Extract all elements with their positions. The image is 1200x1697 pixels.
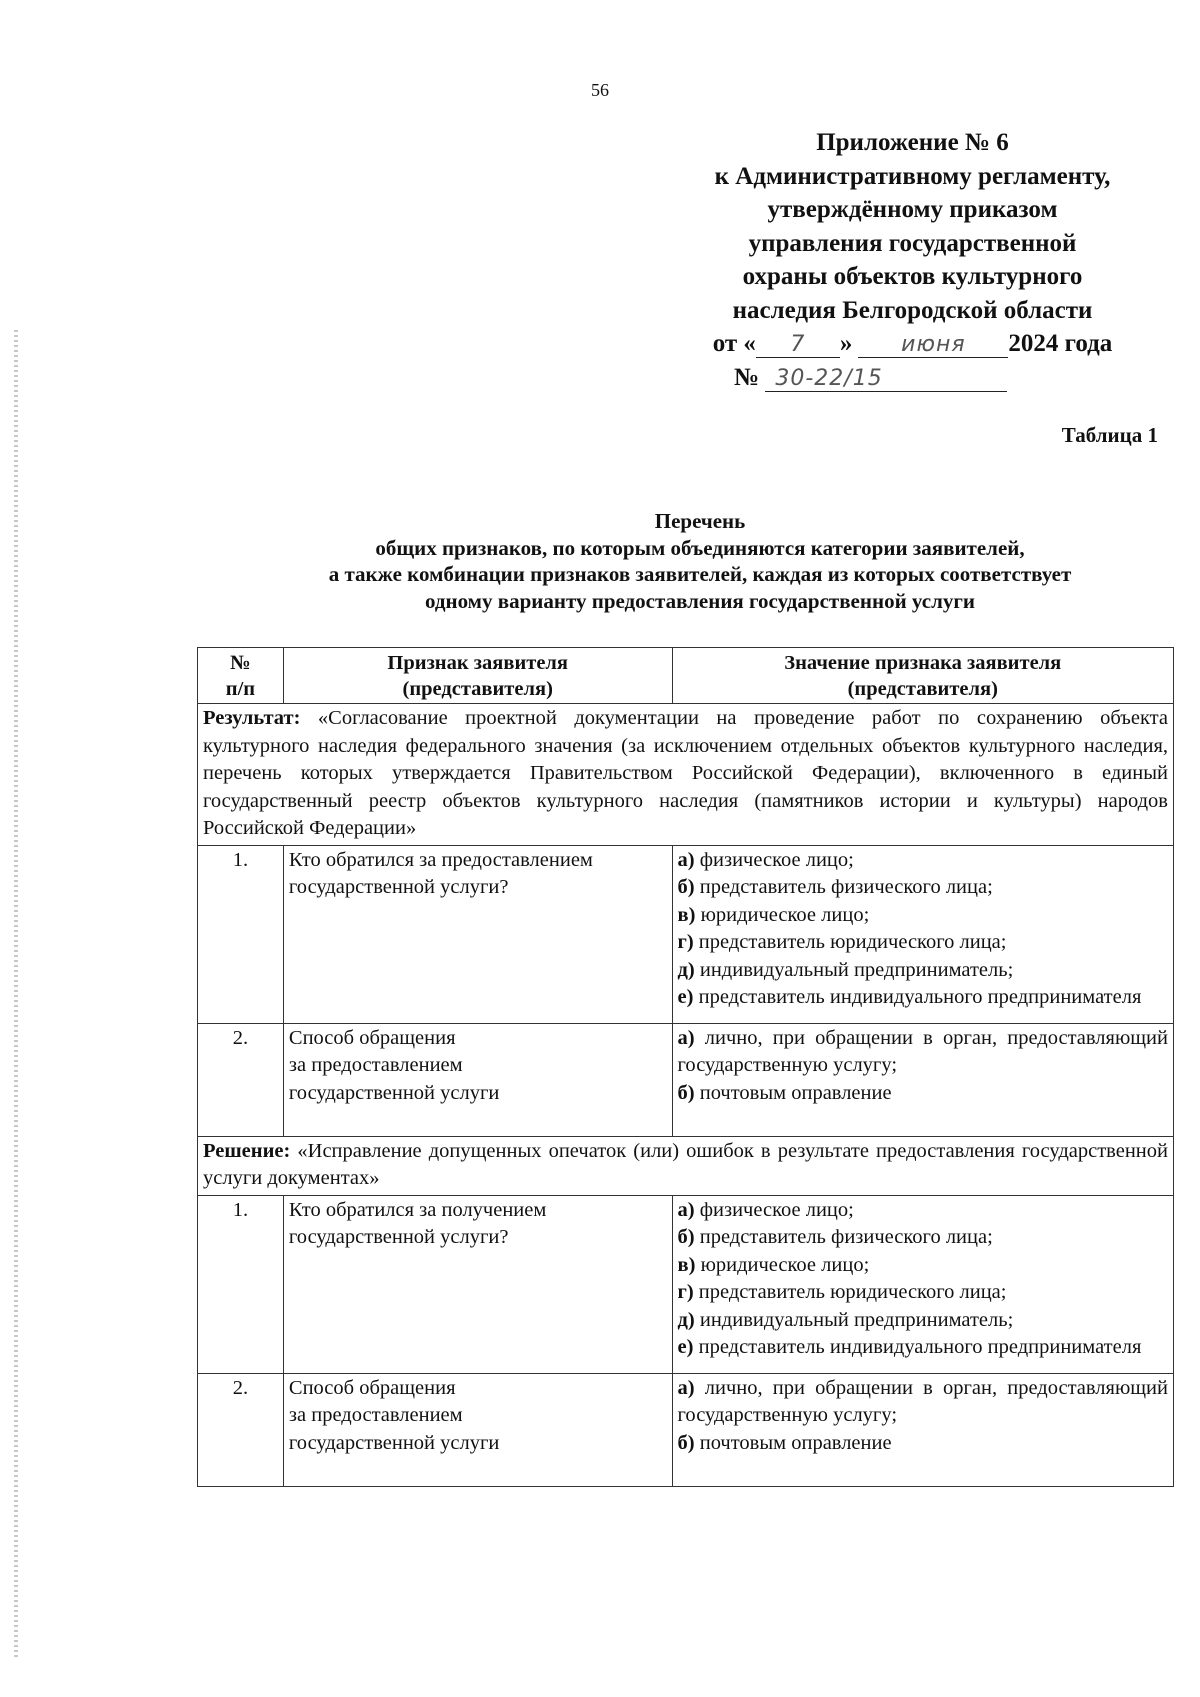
appendix-line: охраны объектов культурного: [742, 263, 1083, 290]
criterion-cell: [283, 845, 672, 1023]
option-item: [678, 1307, 1168, 1335]
section-cell: [198, 1136, 1174, 1195]
criterion-line: государственной услуги: [288, 1081, 500, 1104]
header-number-line2: п/п: [225, 678, 256, 700]
table-header-row: [198, 648, 1174, 704]
header-value-line2: (представителя): [847, 678, 998, 700]
header-criterion: [283, 648, 672, 704]
appendix-line: к Административному регламенту,: [714, 162, 1111, 190]
list-title-line: Перечень: [654, 509, 746, 533]
option-letter: г): [677, 1281, 694, 1303]
option-text: индивидуальный предприниматель;: [699, 1308, 1014, 1331]
criterion-cell: [283, 1373, 672, 1486]
section-text: «Исправление допущенных опечаток (или) ошибок в результате предоставления государственной услуги документах»: [203, 1139, 1168, 1189]
option-letter: а): [677, 1026, 695, 1049]
list-title-line: одному варианту предоставления государственной услуги: [424, 588, 976, 613]
appendix-line: Приложение № 6: [816, 129, 1009, 156]
header-number: [198, 648, 284, 704]
criterion-line: за предоставлением: [288, 1404, 463, 1426]
table-row: [198, 1373, 1174, 1486]
option-text: почтовым оправление: [699, 1431, 892, 1454]
header-value-line1: Значение признака заявителя: [784, 652, 1062, 674]
option-letter: б): [677, 1226, 695, 1248]
option-item: [678, 984, 1168, 1012]
option-item: [678, 847, 1168, 875]
option-letter: а): [677, 1198, 695, 1221]
appendix-line: управления государственной: [748, 229, 1077, 257]
page-number: 56: [591, 80, 609, 100]
option-letter: в): [677, 903, 696, 926]
criterion-line: государственной услуги?: [288, 1226, 509, 1248]
scan-edge-artifact: [14, 330, 18, 1660]
option-letter: б): [677, 1431, 695, 1454]
option-item: [678, 1430, 1168, 1458]
date-month-handwritten: июня: [858, 333, 1008, 358]
options-cell: [672, 845, 1173, 1023]
option-text: представитель физического лица;: [699, 1226, 993, 1248]
option-item: [678, 1197, 1168, 1225]
appendix-number-line: [640, 361, 1185, 395]
option-item: [678, 1375, 1168, 1430]
option-letter: е): [677, 1336, 694, 1358]
list-title: [195, 508, 1200, 614]
option-text: представитель индивидуального предпринимателя: [698, 986, 1142, 1008]
list-title-line: а также комбинации признаков заявителей, каждая из которых соответствует: [328, 562, 1072, 586]
row-number: 2.: [198, 1023, 284, 1136]
date-prefix: от «: [712, 330, 756, 357]
option-text: представитель юридического лица;: [698, 931, 1007, 953]
appendix-line: наследия Белгородской области: [732, 296, 1093, 324]
option-text: представитель физического лица;: [699, 876, 993, 898]
option-text: почтовым оправление: [699, 1081, 892, 1104]
table-row: [198, 845, 1174, 1023]
option-item: [678, 957, 1168, 985]
header-criterion-line2: (представителя): [402, 678, 553, 700]
number-prefix: №: [734, 363, 760, 391]
option-text: лично, при обращении в орган, предоставляющий государственную услугу;: [677, 1026, 1169, 1076]
option-letter: е): [677, 986, 694, 1008]
option-letter: б): [677, 876, 695, 898]
table-row: [198, 1195, 1174, 1373]
appendix-header: [640, 126, 1185, 394]
option-text: представитель индивидуального предпринимателя: [698, 1336, 1142, 1358]
option-text: физическое лицо;: [699, 848, 854, 871]
option-text: индивидуальный предприниматель;: [699, 958, 1014, 981]
option-text: представитель юридического лица;: [698, 1281, 1007, 1303]
criterion-cell: [283, 1023, 672, 1136]
option-item: [678, 1080, 1168, 1108]
table-label: Таблица 1: [1061, 423, 1158, 447]
criterion-line: государственной услуги: [288, 1431, 500, 1454]
option-letter: а): [677, 1376, 695, 1399]
criterion-cell: [283, 1195, 672, 1373]
option-item: [678, 902, 1168, 930]
section-cell: [198, 704, 1174, 846]
criterion-line: Кто обратился за получением: [288, 1198, 547, 1221]
row-number: 2.: [198, 1373, 284, 1486]
option-text: лично, при обращении в орган, предоставляющий государственную услугу;: [677, 1376, 1169, 1426]
option-item: [678, 874, 1168, 902]
date-suffix: 2024 года: [1008, 330, 1113, 357]
list-title-line: общих признаков, по которым объединяются категории заявителей,: [375, 535, 1025, 560]
appendix-date-line: [640, 327, 1185, 361]
option-item: [678, 1334, 1168, 1362]
order-number-handwritten: 30-22/15: [765, 367, 1007, 392]
options-cell: [672, 1023, 1173, 1136]
section-row: [198, 1136, 1174, 1195]
date-day-handwritten: 7: [756, 333, 840, 358]
appendix-line: утверждённому приказом: [767, 196, 1058, 223]
option-item: [678, 1025, 1168, 1080]
row-number: 1.: [198, 1195, 284, 1373]
row-number: 1.: [198, 845, 284, 1023]
header-number-line1: №: [230, 652, 251, 674]
options-cell: [672, 1195, 1173, 1373]
option-letter: в): [677, 1253, 696, 1276]
option-item: [678, 1224, 1168, 1252]
section-row: [198, 704, 1174, 846]
option-item: [678, 1279, 1168, 1307]
option-text: физическое лицо;: [699, 1198, 854, 1221]
table-row: [198, 1023, 1174, 1136]
section-label: Результат:: [203, 707, 301, 729]
section-label: Решение:: [203, 1139, 291, 1162]
option-item: [678, 929, 1168, 957]
option-text: юридическое лицо;: [700, 1253, 870, 1276]
option-letter: а): [677, 848, 695, 871]
option-letter: г): [677, 931, 694, 953]
section-text: «Согласование проектной документации на проведение работ по сохранению объекта культурного наследия федерального значения (за исключением отдельных объектов культурного наследия, перечень которых утверждается Правительством Российской Федерации), включенного в единый государственный реестр объектов культурного наследия (памятников истории и культуры) народов Российской Федерации»: [203, 707, 1168, 839]
option-item: [678, 1252, 1168, 1280]
header-value: [672, 648, 1173, 704]
option-letter: б): [677, 1081, 695, 1104]
criterion-line: государственной услуги?: [288, 876, 509, 898]
applicant-criteria-table: [197, 647, 1174, 1487]
date-mid: »: [839, 330, 853, 357]
option-letter: д): [677, 1308, 695, 1331]
option-letter: д): [677, 958, 695, 981]
options-cell: [672, 1373, 1173, 1486]
criterion-line: за предоставлением: [288, 1054, 463, 1076]
criterion-line: Способ обращения: [288, 1376, 456, 1399]
criterion-line: Кто обратился за предоставлением: [288, 848, 593, 871]
header-criterion-line1: Признак заявителя: [387, 652, 569, 674]
criterion-line: Способ обращения: [288, 1026, 456, 1049]
option-text: юридическое лицо;: [700, 903, 870, 926]
